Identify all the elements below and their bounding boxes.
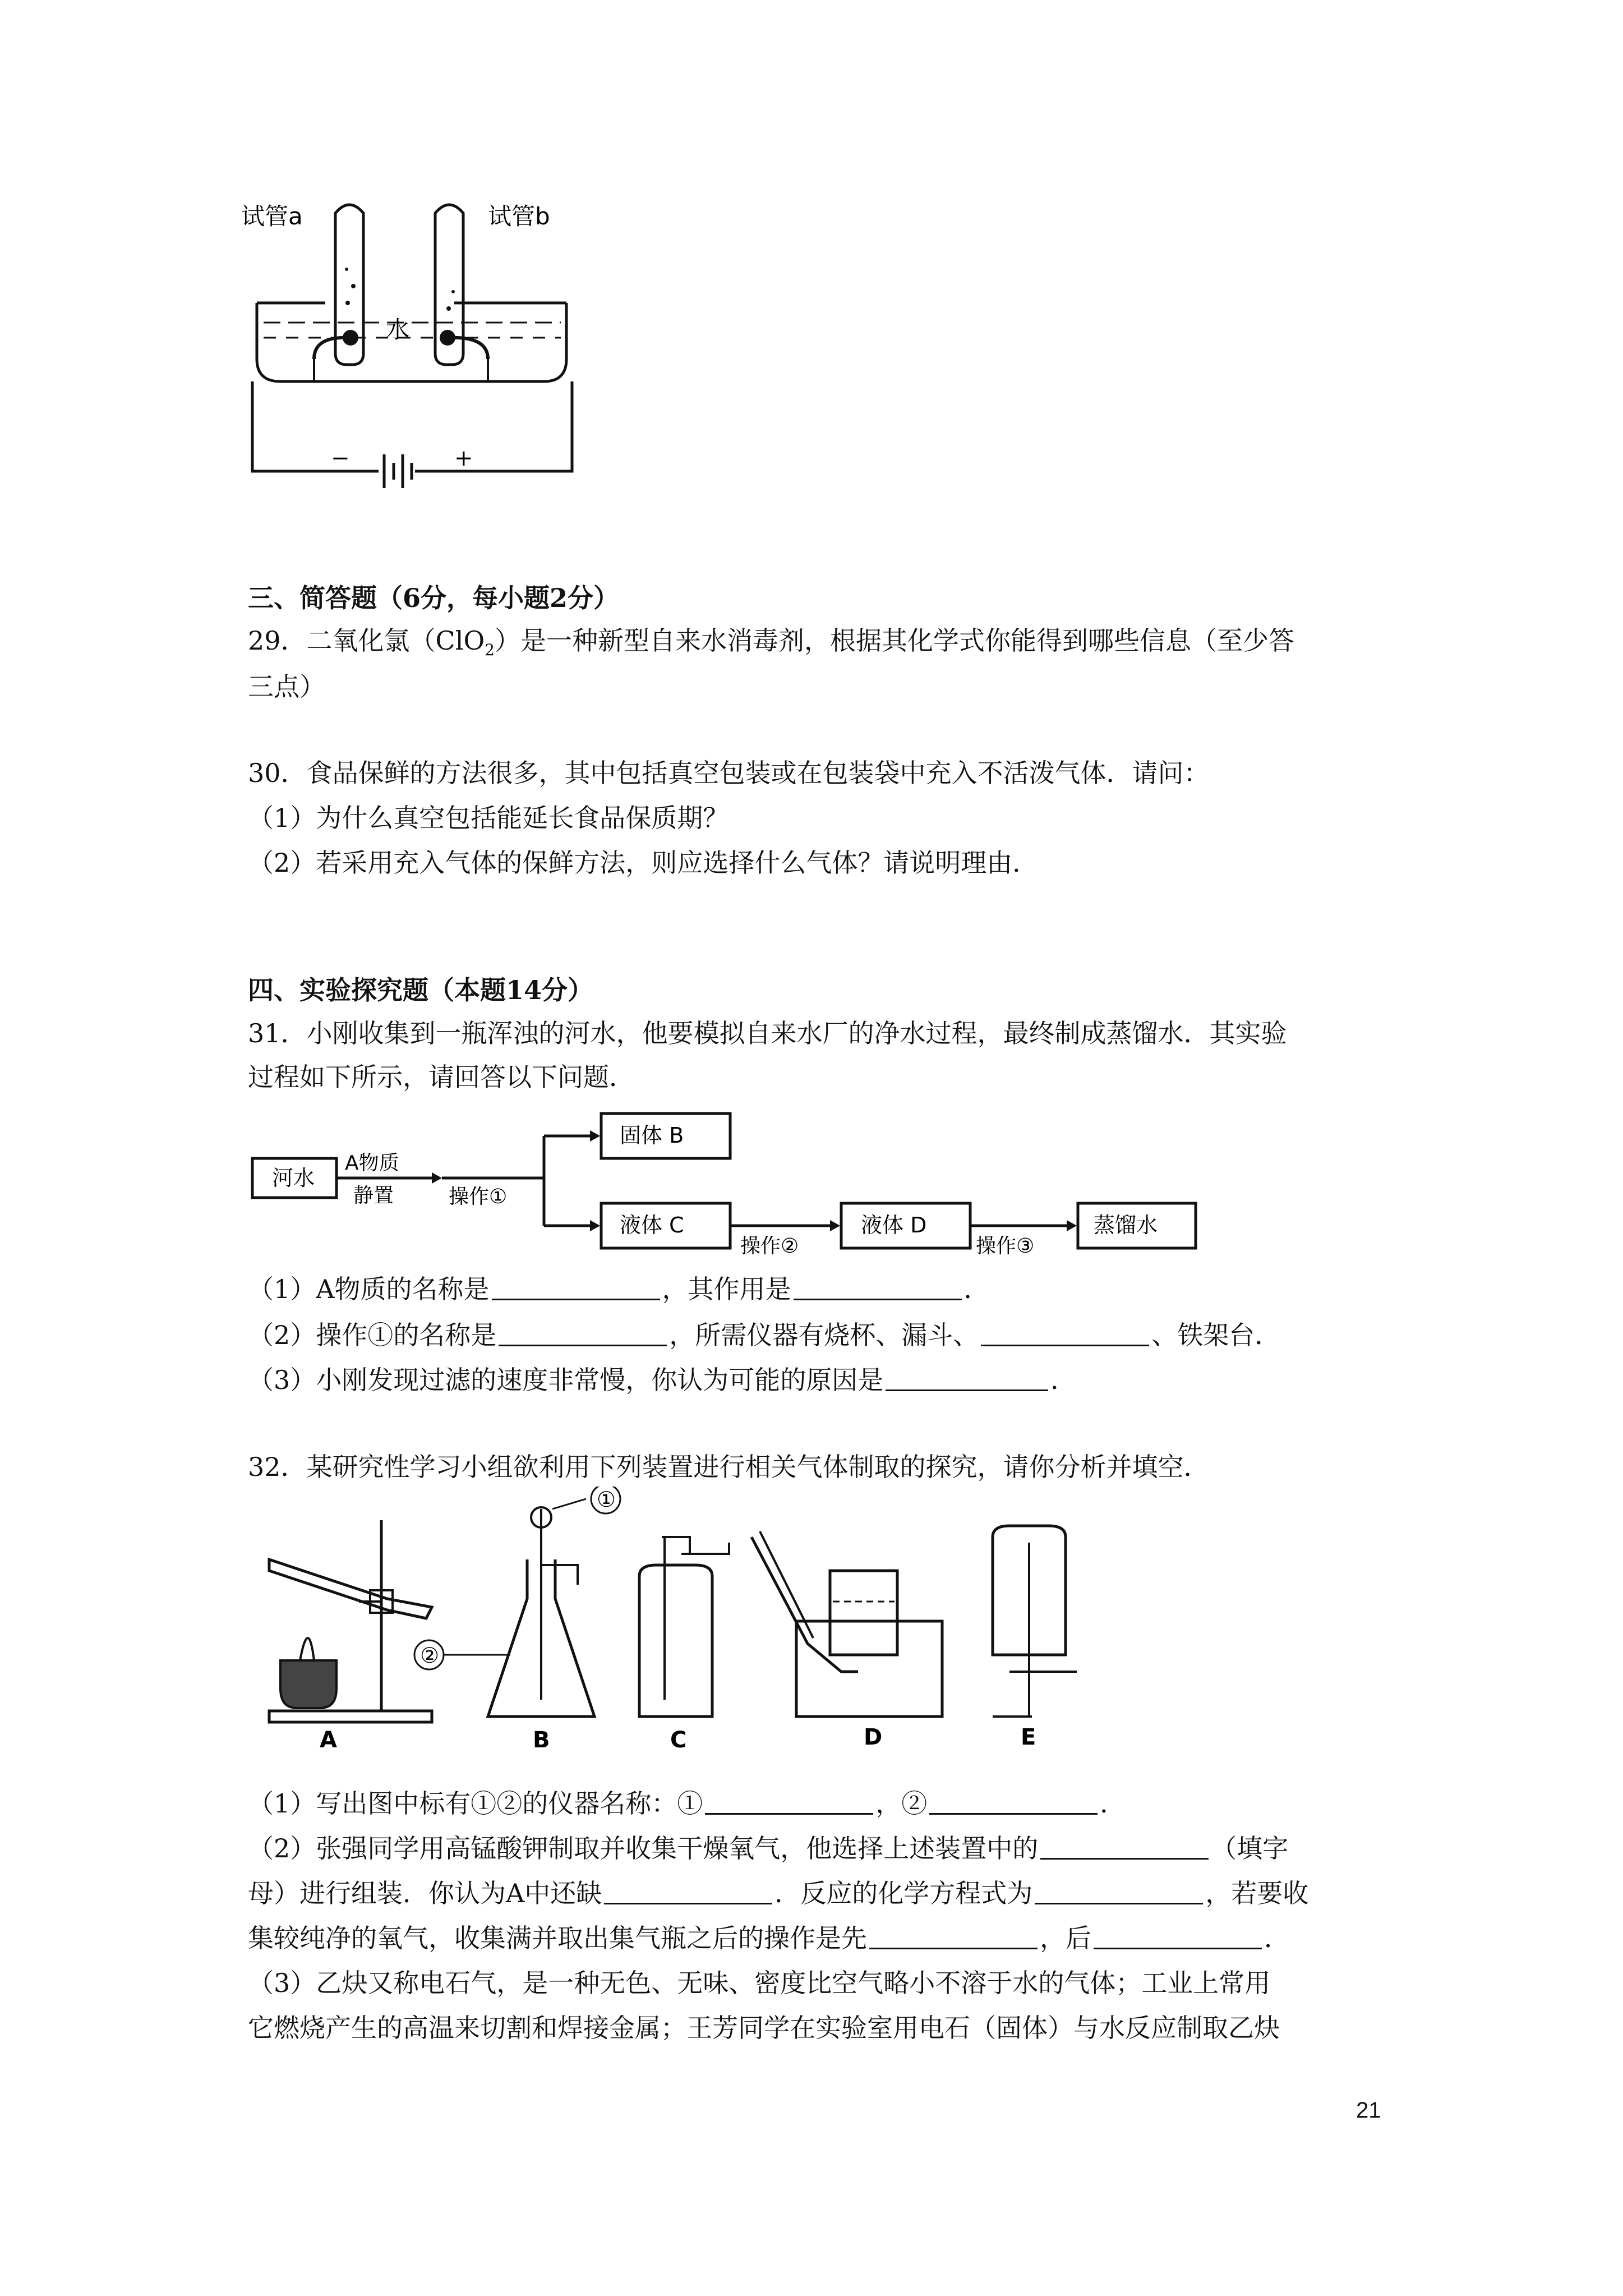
answer-blank[interactable] — [1035, 1878, 1203, 1904]
flow-op1: 操作① — [449, 1185, 508, 1208]
answer-blank[interactable] — [1094, 1923, 1262, 1949]
label-d: D — [864, 1724, 883, 1750]
flow-a-top: A物质 — [345, 1152, 399, 1175]
page-number: 21 — [1356, 2098, 1381, 2123]
q29-line1: 29．二氧化氯（ClO$_2$）是一种新型自来水消毒剂，根据其化学式你能得到哪些信息（至少答 — [248, 625, 1294, 660]
q32-part3-line1: （3）乙炔又称电石气，是一种无色、无味、密度比空气略小不溶于水的气体；工业上常用 — [248, 1968, 1271, 1998]
tube-b-label: 试管b — [488, 203, 550, 230]
flow-op3: 操作③ — [976, 1235, 1035, 1258]
label-a: A — [320, 1727, 337, 1753]
section4-heading: 四、实验探究题（本题14分） — [248, 975, 594, 1005]
label-e: E — [1021, 1724, 1036, 1750]
q30-line1: 30．食品保鲜的方法很多，其中包括真空包装或在包装袋中充入不活泼气体．请问： — [248, 758, 1210, 788]
flow-river: 河水 — [272, 1166, 315, 1190]
answer-blank[interactable] — [869, 1923, 1038, 1949]
q30-line3: （2）若采用充入气体的保鲜方法，则应选择什么气体？请说明理由． — [248, 848, 1039, 878]
q31-part1: （1）A物质的名称是 ，其作用是 ． — [248, 1274, 990, 1304]
apparatus-figure — [247, 1487, 1172, 1756]
answer-blank[interactable] — [1040, 1833, 1209, 1860]
q31-part2: （2）操作①的名称是 ，所需仪器有烧杯、漏斗、 、铁架台． — [248, 1320, 1281, 1350]
section3-heading: 三、简答题（6分，每小题2分） — [248, 583, 620, 613]
q32-part2-line3: 集较纯净的氧气，收集满并取出集气瓶之后的操作是先 ，后 ． — [248, 1923, 1290, 1953]
answer-blank[interactable] — [604, 1878, 772, 1904]
flow-liquid-d: 液体 D — [861, 1213, 927, 1237]
mark-2: ② — [420, 1643, 440, 1668]
purification-flow-diagram — [247, 1102, 1211, 1265]
label-b: B — [533, 1727, 550, 1753]
answer-blank[interactable] — [981, 1320, 1149, 1346]
water-label: 水 — [386, 316, 410, 343]
q32-line1: 32．某研究性学习小组欲利用下列装置进行相关气体制取的探究，请你分析并填空． — [248, 1452, 1210, 1482]
q30-line2: （1）为什么真空包括能延长食品保质期？ — [248, 803, 729, 833]
tube-a-label: 试管a — [241, 203, 303, 230]
minus-label: − — [331, 445, 350, 471]
flow-liquid-c: 液体 C — [620, 1213, 684, 1237]
flow-op2: 操作② — [740, 1235, 799, 1258]
electrolysis-figure — [241, 191, 589, 494]
answer-blank[interactable] — [492, 1274, 660, 1300]
label-c: C — [670, 1727, 687, 1753]
flow-distilled: 蒸馏水 — [1094, 1213, 1158, 1237]
flow-solid-b: 固体 B — [620, 1123, 684, 1148]
mark-1: ① — [597, 1487, 616, 1512]
answer-blank[interactable] — [499, 1320, 667, 1346]
q29-line2: 三点） — [248, 671, 325, 702]
q32-part2-line2: 母）进行组装．你认为A中还缺 ．反应的化学方程式为 ，若要收 — [248, 1878, 1309, 1908]
flow-a-bottom: 静置 — [353, 1184, 394, 1207]
q32-part2-line1: （2）张强同学用高锰酸钾制取并收集干燥氧气，他选择上述装置中的 （填字 — [248, 1833, 1289, 1864]
plus-label: + — [454, 445, 473, 471]
answer-blank[interactable] — [886, 1365, 1048, 1391]
q31-part3: （3）小刚发现过滤的速度非常慢，你认为可能的原因是 ． — [248, 1365, 1077, 1395]
q31-line2: 过程如下所示，请回答以下问题． — [248, 1062, 635, 1092]
answer-blank[interactable] — [794, 1274, 962, 1300]
answer-blank[interactable] — [929, 1788, 1098, 1815]
q31-line1: 31．小刚收集到一瓶浑浊的河水，他要模拟自来水厂的净水过程，最终制成蒸馏水．其实验 — [248, 1018, 1287, 1048]
q32-part1: （1）写出图中标有①②的仪器名称：① ，② ． — [248, 1788, 1126, 1819]
answer-blank[interactable] — [705, 1788, 873, 1815]
q32-part3-line2: 它燃烧产生的高温来切割和焊接金属；王芳同学在实验室用电石（固体）与水反应制取乙炔 — [248, 2013, 1280, 2043]
